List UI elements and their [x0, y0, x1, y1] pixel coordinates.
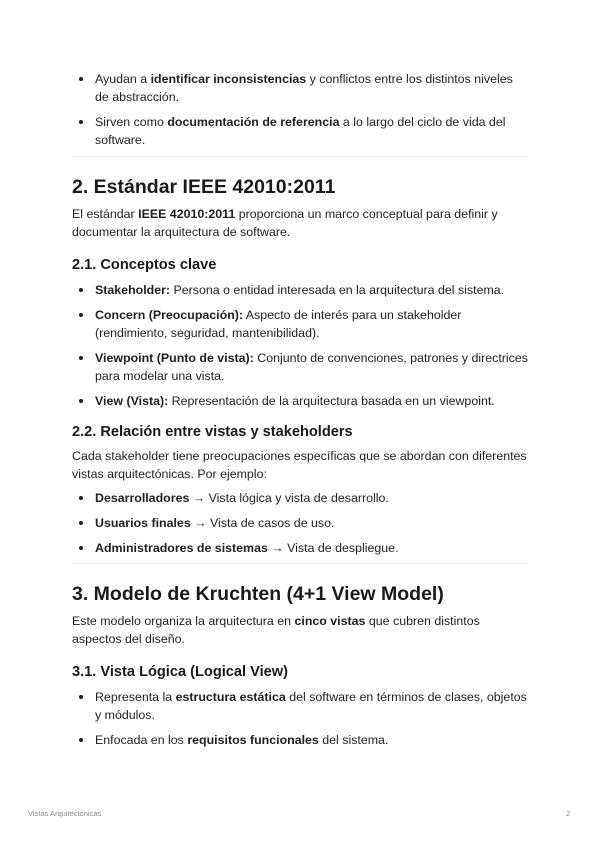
list-item: Representa la estructura estática del software en términos de clases, objetos y módulos.	[72, 688, 528, 724]
logical-view-list	[72, 688, 528, 749]
subsection-2-2-intro: Cada stakeholder tiene preocupaciones específicas que se abordan con diferentes vistas arquitectónicas. Por ejemplo:	[72, 449, 527, 481]
footer-page-number: 2	[566, 809, 571, 818]
section-2-heading: 2. Estándar IEEE 42010:2011	[72, 176, 336, 198]
section-divider	[72, 563, 528, 564]
list-item: Sirven como documentación de referencia a lo largo del ciclo de vida del software.	[72, 113, 528, 149]
section-2-intro: El estándar IEEE 42010:2011 proporciona un marco conceptual para definir y documentar la arquitectura de software.	[72, 207, 498, 239]
list-item: Viewpoint (Punto de vista): Conjunto de convenciones, patrones y directrices para modelar una vista.	[72, 349, 528, 385]
document-page	[72, 70, 528, 749]
list-item: Ayudan a identificar inconsistencias y conflictos entre los distintos niveles de abstracción.	[72, 70, 528, 106]
concepts-list	[72, 281, 528, 410]
list-item: View (Vista): Representación de la arquitectura basada en un viewpoint.	[72, 392, 528, 410]
intro-list	[72, 70, 528, 149]
list-item: Usuarios finales → Vista de casos de uso.	[72, 514, 528, 532]
subsection-3-1-heading: 3.1. Vista Lógica (Logical View)	[72, 664, 289, 680]
subsection-2-1-heading: 2.1. Conceptos clave	[72, 257, 217, 273]
section-3-intro: Este modelo organiza la arquitectura en cinco vistas que cubren distintos aspectos del diseño.	[72, 614, 480, 646]
section-divider	[72, 156, 528, 157]
list-item: Concern (Preocupación): Aspecto de interés para un stakeholder (rendimiento, seguridad, mantenibilidad).	[72, 306, 528, 342]
list-item: Desarrolladores → Vista lógica y vista de desarrollo.	[72, 489, 528, 507]
section-3-heading: 3. Modelo de Kruchten (4+1 View Model)	[72, 583, 444, 605]
list-item: Stakeholder: Persona o entidad interesada en la arquitectura del sistema.	[72, 281, 528, 299]
subsection-2-2-heading: 2.2. Relación entre vistas y stakeholders	[72, 424, 353, 440]
list-item: Administradores de sistemas → Vista de despliegue.	[72, 539, 528, 557]
list-item: Enfocada en los requisitos funcionales del sistema.	[72, 731, 528, 749]
stakeholder-views-list	[72, 489, 528, 557]
footer-doc-title: Vistas Arquitectónicas	[28, 809, 102, 818]
